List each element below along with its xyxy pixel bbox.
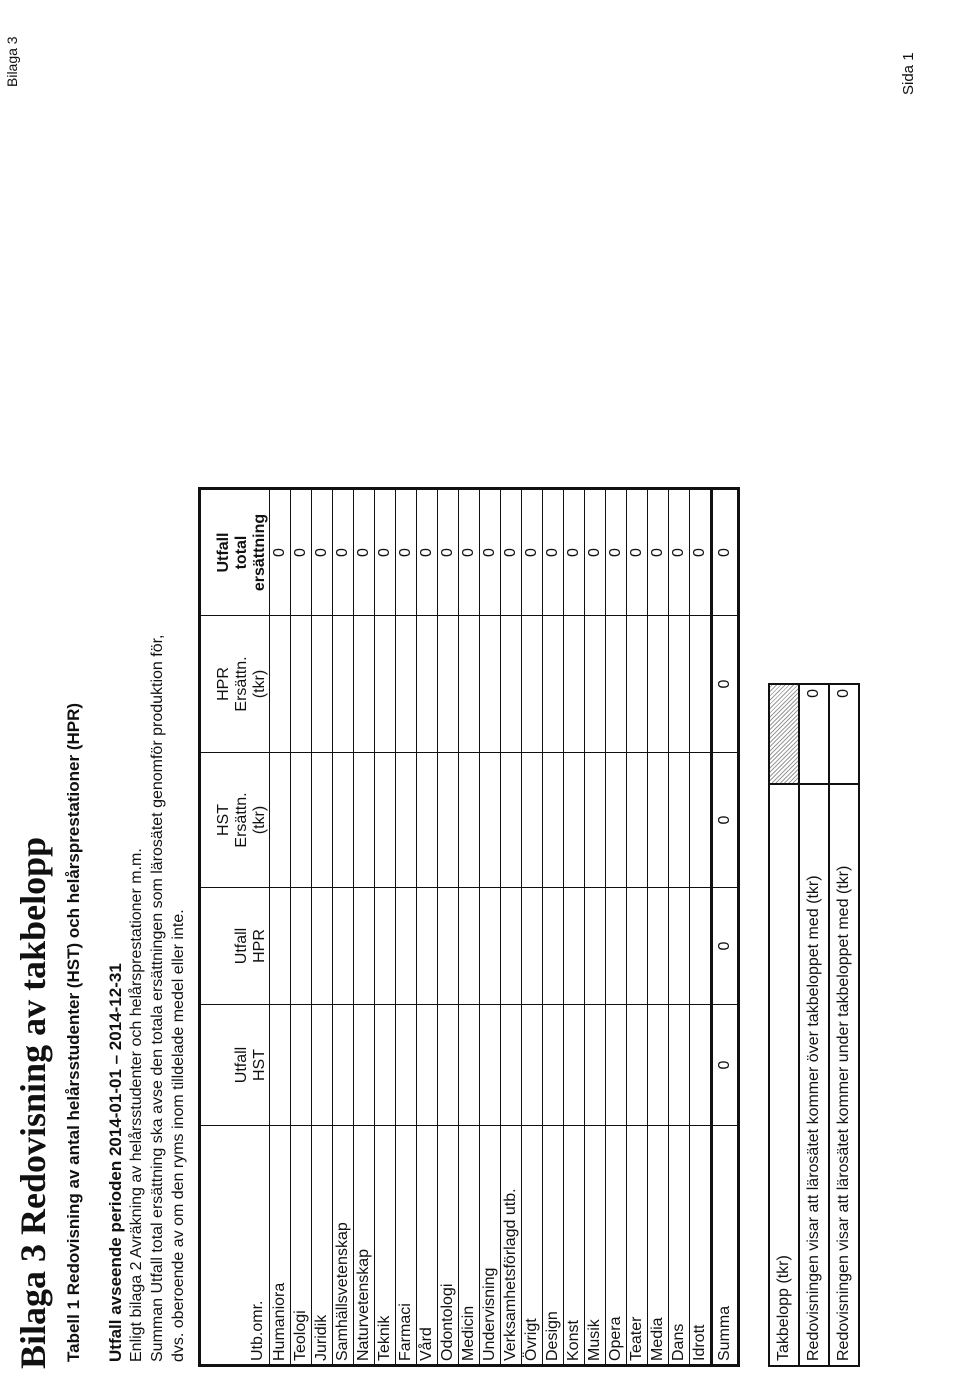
input-cell[interactable] [312, 888, 333, 1005]
input-cell[interactable] [417, 1005, 438, 1126]
row-total: 0 [438, 489, 459, 616]
row-total: 0 [648, 489, 669, 616]
input-cell[interactable] [564, 1005, 585, 1126]
input-cell[interactable] [669, 1005, 690, 1126]
input-cell[interactable] [480, 888, 501, 1005]
table-row [648, 489, 669, 1366]
summary-row [712, 489, 739, 1366]
row-label: Samhällsvetenskap [333, 1126, 354, 1366]
input-cell[interactable] [459, 753, 480, 888]
input-cell[interactable] [522, 888, 543, 1005]
summary-value: 0 [712, 1005, 739, 1126]
input-cell[interactable] [627, 888, 648, 1005]
input-cell[interactable] [627, 1005, 648, 1126]
input-cell[interactable] [438, 1005, 459, 1126]
row-label: Idrott [690, 1126, 712, 1366]
input-cell[interactable] [312, 616, 333, 753]
row-total: 0 [543, 489, 564, 616]
row-total: 0 [522, 489, 543, 616]
input-cell[interactable] [564, 616, 585, 753]
row-total: 0 [291, 489, 312, 616]
row-label: Undervisning [480, 1126, 501, 1366]
input-cell[interactable] [585, 888, 606, 1005]
table-header-row [200, 489, 270, 1366]
input-cell[interactable] [375, 753, 396, 888]
row-label: Övrigt [522, 1126, 543, 1366]
row-total: 0 [669, 489, 690, 616]
input-cell[interactable] [270, 616, 291, 753]
row-total: 0 [627, 489, 648, 616]
input-cell[interactable] [480, 1005, 501, 1126]
under-takbelopp-value: 0 [829, 684, 859, 784]
input-cell[interactable] [501, 616, 522, 753]
summary-value: 0 [712, 888, 739, 1005]
intro-line-1: Enligt bilaga 2 Avräkning av helårsstudenter och helårsprestationer m.m. [128, 848, 145, 1362]
table-row [396, 489, 417, 1366]
period-heading: Utfall avseende perioden 2014-01-01 – 2014-12-31 [106, 963, 125, 1362]
takbelopp-row [769, 684, 799, 1366]
table-row [417, 489, 438, 1366]
row-total: 0 [396, 489, 417, 616]
input-cell[interactable] [291, 616, 312, 753]
row-label: Vård [417, 1126, 438, 1366]
input-cell[interactable] [585, 1005, 606, 1126]
input-cell[interactable] [522, 1005, 543, 1126]
row-total: 0 [564, 489, 585, 616]
input-cell[interactable] [648, 888, 669, 1005]
input-cell[interactable] [501, 753, 522, 888]
input-cell[interactable] [543, 753, 564, 888]
input-cell[interactable] [459, 1005, 480, 1126]
input-cell[interactable] [501, 888, 522, 1005]
input-cell[interactable] [375, 616, 396, 753]
table-row [690, 489, 712, 1366]
row-total: 0 [501, 489, 522, 616]
summary-value: 0 [712, 489, 739, 616]
takbelopp-label: Takbelopp (tkr) [769, 784, 799, 1366]
input-cell[interactable] [354, 1005, 375, 1126]
table-row [291, 489, 312, 1366]
table-row [354, 489, 375, 1366]
input-cell[interactable] [606, 1005, 627, 1126]
row-label: Opera [606, 1126, 627, 1366]
table-row [459, 489, 480, 1366]
input-cell[interactable] [606, 753, 627, 888]
over-takbelopp-label: Redovisningen visar att lärosätet kommer över takbeloppet med (tkr) [799, 784, 829, 1366]
row-label: Farmaci [396, 1126, 417, 1366]
column-header: Utb.omr. [200, 1126, 270, 1366]
row-label: Design [543, 1126, 564, 1366]
input-cell[interactable] [690, 753, 712, 888]
table-row [606, 489, 627, 1366]
input-cell[interactable] [417, 888, 438, 1005]
row-total: 0 [585, 489, 606, 616]
table-row [480, 489, 501, 1366]
input-cell[interactable] [585, 616, 606, 753]
input-cell[interactable] [648, 753, 669, 888]
input-cell[interactable] [333, 753, 354, 888]
input-cell[interactable] [501, 1005, 522, 1126]
row-total: 0 [480, 489, 501, 616]
row-label: Teknik [375, 1126, 396, 1366]
input-cell[interactable] [417, 616, 438, 753]
table-row [627, 489, 648, 1366]
input-cell[interactable] [690, 616, 712, 753]
row-label: Odontologi [438, 1126, 459, 1366]
input-cell[interactable] [438, 616, 459, 753]
summary-value: 0 [712, 753, 739, 888]
input-cell[interactable] [291, 1005, 312, 1126]
summary-label: Summa [712, 1126, 739, 1366]
page-number: Sida 1 [900, 52, 917, 95]
table-row [501, 489, 522, 1366]
input-cell[interactable] [480, 753, 501, 888]
input-cell[interactable] [543, 888, 564, 1005]
row-label: Teologi [291, 1126, 312, 1366]
table-row [543, 489, 564, 1366]
over-takbelopp-value: 0 [799, 684, 829, 784]
takbelopp-table [768, 683, 860, 1367]
input-cell[interactable] [690, 1005, 712, 1126]
row-total: 0 [375, 489, 396, 616]
intro-line-2: Summan Utfall total ersättning ska avse den totala ersättningen som lärosätet genomför produktion för, [149, 634, 166, 1362]
input-cell[interactable] [627, 753, 648, 888]
row-total: 0 [417, 489, 438, 616]
row-label: Humaniora [270, 1126, 291, 1366]
table-row [333, 489, 354, 1366]
input-cell[interactable] [690, 888, 712, 1005]
table-heading: Tabell 1 Redovisning av antal helårsstudenter (HST) och helårsprestationer (HPR) [64, 702, 83, 1362]
input-cell[interactable] [459, 888, 480, 1005]
column-header: Utfall total ersättning [200, 489, 270, 616]
row-label: Konst [564, 1126, 585, 1366]
row-total: 0 [606, 489, 627, 616]
input-cell[interactable] [585, 753, 606, 888]
row-total: 0 [459, 489, 480, 616]
input-cell[interactable] [333, 888, 354, 1005]
row-label: Media [648, 1126, 669, 1366]
input-cell[interactable] [396, 616, 417, 753]
bilaga-header: Bilaga 3 [4, 36, 20, 87]
table-row [312, 489, 333, 1366]
input-cell[interactable] [417, 753, 438, 888]
input-cell[interactable] [438, 888, 459, 1005]
input-cell[interactable] [543, 1005, 564, 1126]
input-cell[interactable] [354, 888, 375, 1005]
input-cell[interactable] [396, 753, 417, 888]
input-cell[interactable] [522, 753, 543, 888]
input-cell[interactable] [312, 753, 333, 888]
table-row [438, 489, 459, 1366]
input-cell[interactable] [333, 616, 354, 753]
input-cell[interactable] [669, 616, 690, 753]
under-takbelopp-label: Redovisningen visar att lärosätet kommer under takbeloppet med (tkr) [829, 784, 859, 1366]
input-cell[interactable] [606, 616, 627, 753]
input-cell[interactable] [396, 888, 417, 1005]
page-title: Bilaga 3 Redovisning av takbelopp [13, 836, 53, 1369]
row-label: Juridik [312, 1126, 333, 1366]
input-cell[interactable] [270, 1005, 291, 1126]
input-cell[interactable] [354, 616, 375, 753]
row-label: Musik [585, 1126, 606, 1366]
input-cell[interactable] [291, 753, 312, 888]
input-cell[interactable] [627, 616, 648, 753]
column-header: HST Ersättn. (tkr) [200, 753, 270, 888]
column-header: HPR Ersättn. (tkr) [200, 616, 270, 753]
input-cell[interactable] [543, 616, 564, 753]
input-cell[interactable] [375, 888, 396, 1005]
table-row [375, 489, 396, 1366]
over-takbelopp-row [799, 684, 829, 1366]
input-cell[interactable] [354, 753, 375, 888]
summary-value: 0 [712, 616, 739, 753]
input-cell[interactable] [669, 888, 690, 1005]
input-cell[interactable] [459, 616, 480, 753]
column-header: Utfall HST [200, 1005, 270, 1126]
takbelopp-value-field[interactable] [769, 684, 799, 784]
under-takbelopp-row [829, 684, 859, 1366]
row-total: 0 [333, 489, 354, 616]
row-label: Teater [627, 1126, 648, 1366]
input-cell[interactable] [606, 888, 627, 1005]
table-row [522, 489, 543, 1366]
input-cell[interactable] [438, 753, 459, 888]
input-cell[interactable] [270, 888, 291, 1005]
row-label: Medicin [459, 1126, 480, 1366]
input-cell[interactable] [375, 1005, 396, 1126]
input-cell[interactable] [270, 753, 291, 888]
input-cell[interactable] [564, 888, 585, 1005]
input-cell[interactable] [648, 1005, 669, 1126]
input-cell[interactable] [396, 1005, 417, 1126]
table-row [270, 489, 291, 1366]
input-cell[interactable] [669, 753, 690, 888]
row-total: 0 [354, 489, 375, 616]
column-header: Utfall HPR [200, 888, 270, 1005]
input-cell[interactable] [480, 616, 501, 753]
table-row [585, 489, 606, 1366]
results-table [198, 487, 740, 1367]
input-cell[interactable] [564, 753, 585, 888]
row-total: 0 [312, 489, 333, 616]
row-total: 0 [270, 489, 291, 616]
table-row [564, 489, 585, 1366]
table-row [669, 489, 690, 1366]
input-cell[interactable] [522, 616, 543, 753]
input-cell[interactable] [333, 1005, 354, 1126]
intro-line-3: dvs. oberoende av om den ryms inom tilldelade medel eller inte. [170, 909, 187, 1362]
input-cell[interactable] [312, 1005, 333, 1126]
input-cell[interactable] [291, 888, 312, 1005]
row-total: 0 [690, 489, 712, 616]
row-label: Naturvetenskap [354, 1126, 375, 1366]
row-label: Verksamhetsförlagd utb. [501, 1126, 522, 1366]
row-label: Dans [669, 1126, 690, 1366]
input-cell[interactable] [648, 616, 669, 753]
